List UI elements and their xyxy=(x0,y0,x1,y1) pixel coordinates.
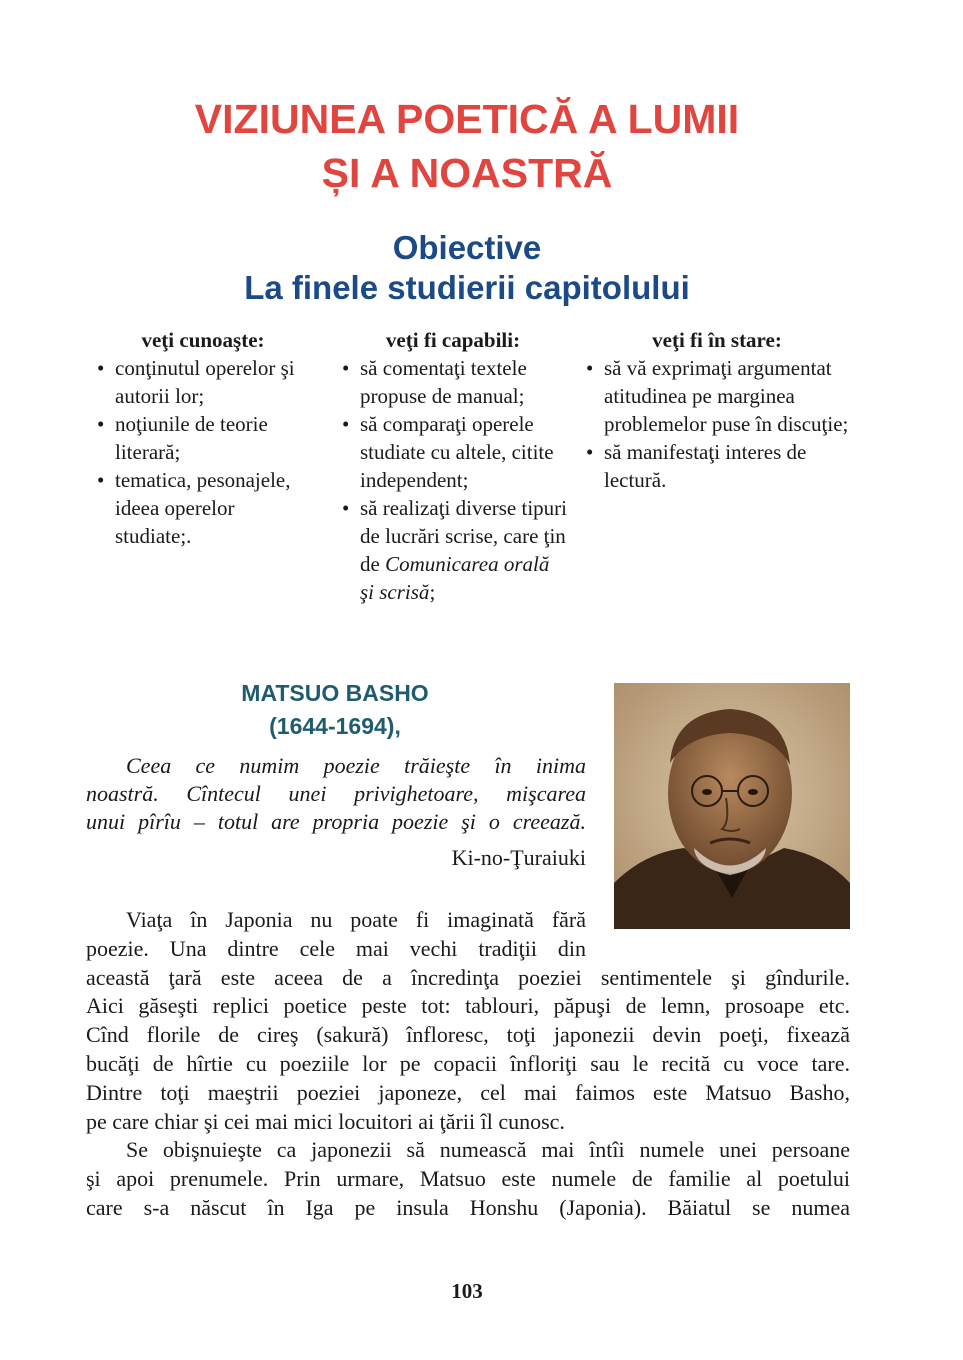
column-header: veţi fi capabili: xyxy=(385,328,521,352)
chapter-title-line-1: VIZIUNEA POETICĂ A LUMII xyxy=(194,96,740,142)
body-line: Aici găseşti replici poetice peste tot: tablouri, păpuşi de lemn, prosoape etc. xyxy=(86,993,850,1019)
objectives-column-knowledge xyxy=(93,326,313,550)
body-line: bucăţi de hîrtie cu poeziile lor pe copacii înfloriţi sau le recită cu voce tare. xyxy=(86,1050,850,1076)
body-line: Viaţa în Japonia nu poate fi imaginată fără xyxy=(126,907,586,932)
chapter-title xyxy=(0,92,934,200)
body-line: această ţară este aceea de a încredinţa poeziei sentimentele şi gîndurile. xyxy=(86,964,850,990)
objective-item-end: ; xyxy=(429,580,436,604)
objective-list xyxy=(93,354,313,550)
objective-item-text: să realizaţi diverse tipuri de lucrări scrise, care ţin de xyxy=(360,496,567,576)
author-portrait xyxy=(614,683,850,929)
objective-item xyxy=(338,494,568,606)
objectives-column-attitudes xyxy=(582,326,852,494)
epigraph-line: noastră. Cîntecul unei privighetoare, mişcarea xyxy=(86,781,586,806)
author-heading xyxy=(150,677,520,743)
author-name: MATSUO BASHO xyxy=(241,680,429,706)
objectives-heading xyxy=(0,228,934,308)
body-line: şi apoi prenumele. Prin urmare, Matsuo este numele de familie al poetului xyxy=(86,1166,850,1192)
objective-list xyxy=(582,354,852,494)
objectives-heading-line-2: La finele studierii capitolului xyxy=(244,269,690,306)
epigraph xyxy=(86,752,586,836)
portrait-image xyxy=(614,683,850,929)
objective-item: • tematica, pesonajele, ideea operelor studiate;. xyxy=(93,466,313,550)
body-text xyxy=(86,906,850,1223)
objective-item-italic: Comunicarea orală şi scrisă xyxy=(360,552,550,604)
objective-item: • conţinutul operelor şi autorii lor; xyxy=(93,354,313,410)
author-years: (1644-1694), xyxy=(269,713,401,739)
epigraph-line: unui pîrîu – totul are propria poezie şi o creează. xyxy=(86,809,586,834)
objectives-heading-line-1: Obiective xyxy=(392,229,542,266)
body-line: pe care chiar şi cei mai mici locuitori ai ţării îl cunosc. xyxy=(86,1108,565,1134)
epigraph-source: Ki-no-Ţuraiuki xyxy=(451,845,586,870)
page-number: 103 xyxy=(451,1279,483,1303)
chapter-title-line-2: ȘI A NOASTRĂ xyxy=(321,150,613,196)
column-header: veţi fi în stare: xyxy=(652,328,782,352)
objective-item: • să manifestaţi interes de lectură. xyxy=(582,438,852,494)
objective-item: • să vă exprimaţi argumentat atitudinea pe marginea problemelor puse în discuţie; xyxy=(582,354,852,438)
body-line: Cînd florile de cireş (sakură) înfloresc, toţi japonezii devin poeţi, fixează xyxy=(86,1022,850,1048)
body-line: care s-a născut în Iga pe insula Honshu (Japonia). Băiatul se numea xyxy=(86,1194,850,1220)
objective-item: • să comentaţi textele propuse de manual; xyxy=(338,354,568,410)
body-line: poezie. Una dintre cele mai vechi tradiţii din xyxy=(86,935,586,961)
objective-list xyxy=(338,354,568,606)
body-line: Se obişnuieşte ca japonezii să numească mai întîi numele unei persoane xyxy=(126,1137,850,1163)
epigraph-line: Ceea ce numim poezie trăieşte în inima xyxy=(126,753,586,778)
column-header: veţi cunoaşte: xyxy=(141,328,265,352)
body-line: Dintre toţi maeştrii poeziei japoneze, cel mai faimos este Matsuo Basho, xyxy=(86,1079,850,1105)
objective-item: • noţiunile de teorie literară; xyxy=(93,410,313,466)
objectives-column-skills xyxy=(338,326,568,606)
objective-item: • să comparaţi operele studiate cu altele, citite independent; xyxy=(338,410,568,494)
